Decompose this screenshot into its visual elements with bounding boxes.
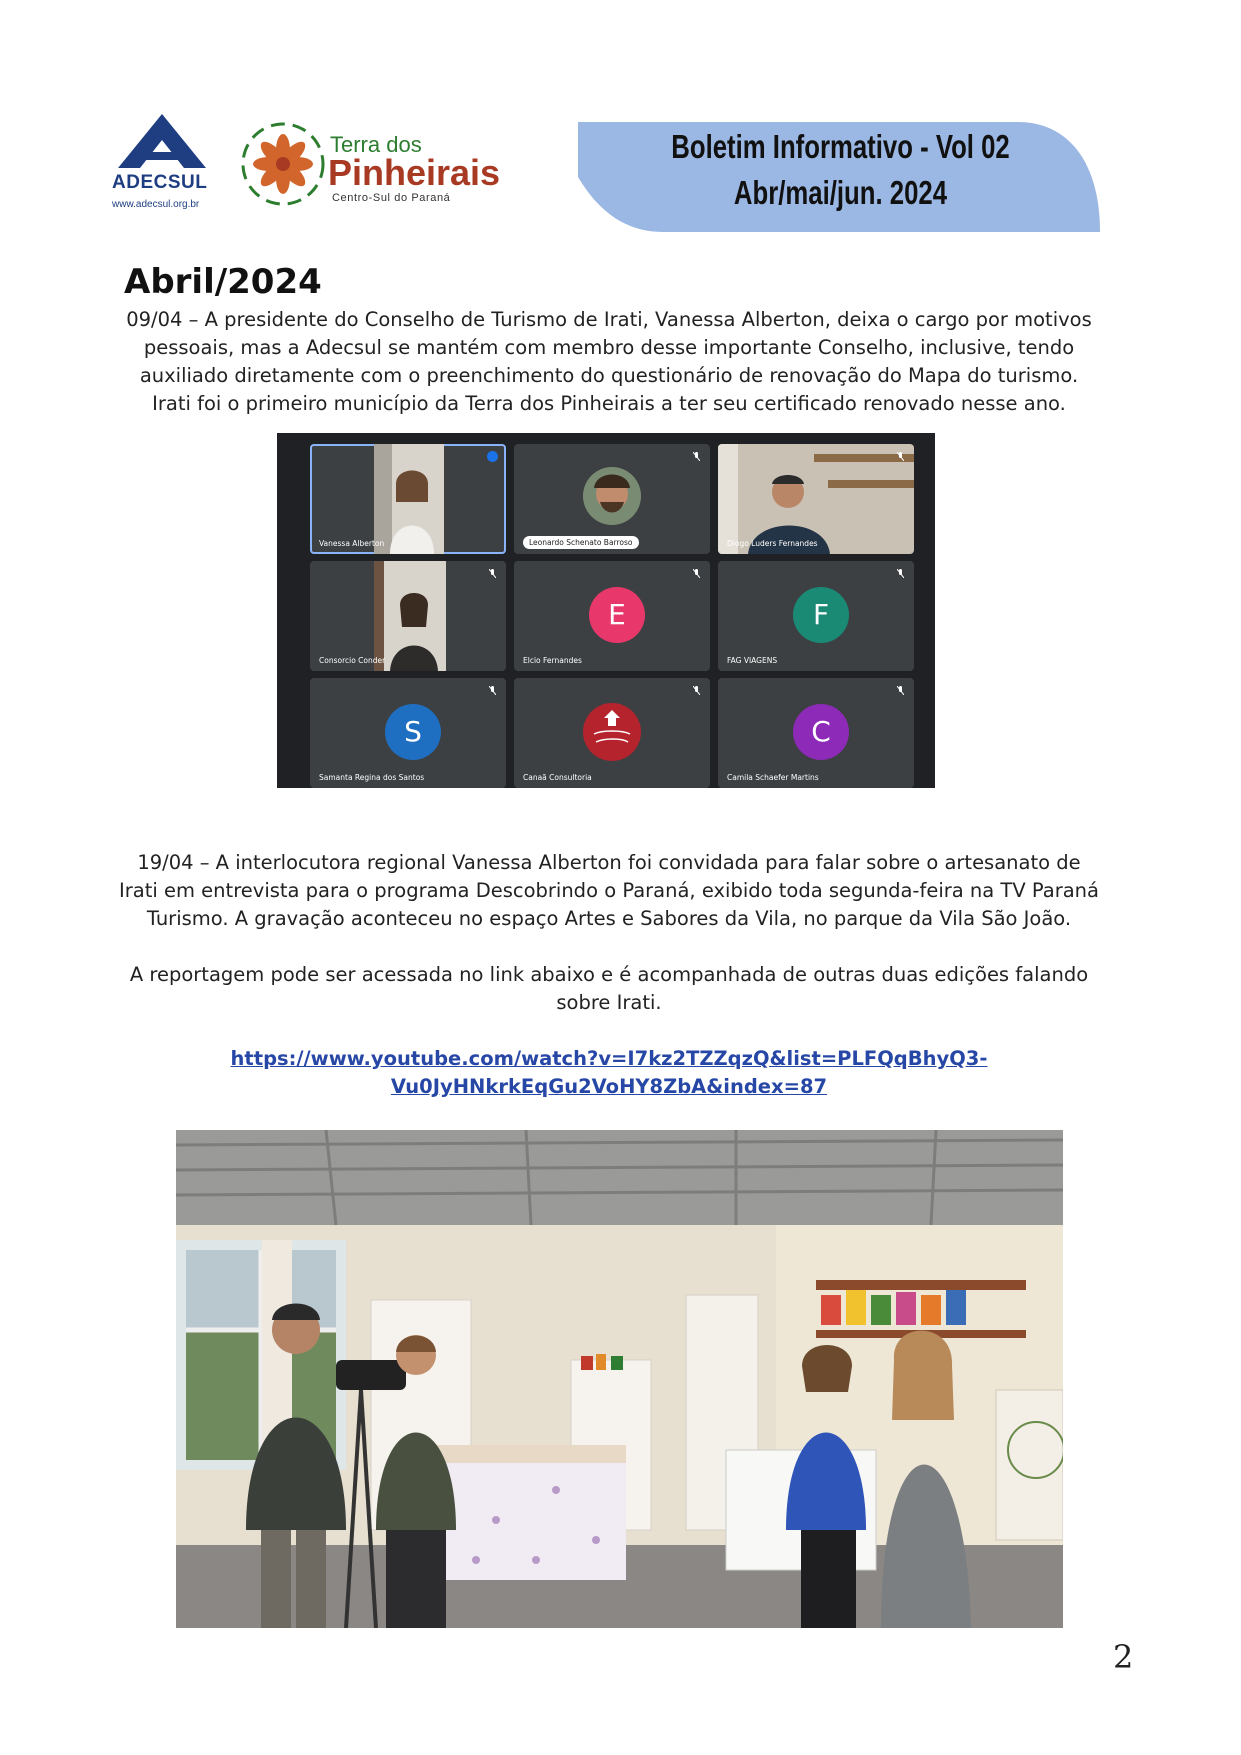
adecsul-url: www.adecsul.org.br <box>112 199 200 210</box>
participant-video <box>310 561 506 671</box>
participant-tile <box>718 678 914 788</box>
text-line: pessoais, mas a Adecsul se mantém com membro desse importante Conselho, inclusive, tendo <box>143 336 1075 359</box>
participant-tile <box>310 561 506 671</box>
speaking-indicator-icon <box>487 451 498 462</box>
paragraph-0904 <box>104 306 1114 418</box>
page-number: 2 <box>1113 1638 1134 1676</box>
text-line: A reportagem pode ser acessada no link abaixo e é acompanhada de outras duas edições falando <box>129 963 1089 986</box>
participant-tile <box>514 678 710 788</box>
banner-title: Boletim Informativo - Vol 02 <box>671 128 1010 165</box>
muted-mic-icon <box>897 569 904 578</box>
participant-tile <box>310 678 506 788</box>
text-line: 09/04 – A presidente do Conselho de Turismo de Irati, Vanessa Alberton, deixa o cargo por motivos <box>126 308 1092 331</box>
text-line: Turismo. A gravação aconteceu no espaço Artes e Sabores da Vila, no parque da Vila São João. <box>146 907 1072 930</box>
text-line: Irati foi o primeiro município da Terra dos Pinheirais a ter seu certificado renovado nesse ano. <box>152 392 1066 415</box>
participant-name: Diogo Luders Fernandes <box>727 539 818 548</box>
participant-avatar: F <box>793 587 849 643</box>
participant-video <box>718 444 914 554</box>
participant-avatar: C <box>793 704 849 760</box>
muted-mic-icon <box>693 452 700 461</box>
terra-line2: Pinheirais <box>328 152 501 193</box>
participant-tile <box>718 561 914 671</box>
interview-scene-image <box>176 1130 1063 1628</box>
adecsul-name: ADECSUL <box>112 172 208 193</box>
banner-period: Abr/mai/jun. 2024 <box>733 174 948 211</box>
bulletin-banner <box>578 122 1103 232</box>
link-line[interactable]: Vu0JyHNkrkEqGu2VoHY8ZbA&index=87 <box>390 1075 828 1098</box>
text-line: 19/04 – A interlocutora regional Vanessa Alberton foi convidada para falar sobre o artesanato de <box>137 851 1081 874</box>
participant-video <box>310 444 506 554</box>
participant-avatar: E <box>589 587 645 643</box>
muted-mic-icon <box>897 686 904 695</box>
terra-line3: Centro-Sul do Paraná <box>332 192 451 204</box>
muted-mic-icon <box>489 686 496 695</box>
muted-mic-icon <box>489 569 496 578</box>
participant-name: Samanta Regina dos Santos <box>319 773 425 782</box>
text-line: Irati em entrevista para o programa Descobrindo o Paraná, exibido toda segunda-feira na TV Paraná <box>119 879 1099 902</box>
link-line[interactable]: https://www.youtube.com/watch?v=I7kz2TZZqzQ&list=PLFQqBhyQ3- <box>230 1047 988 1070</box>
participant-tile <box>514 561 710 671</box>
terra-dos-pinheirais-logo <box>240 116 520 216</box>
participant-name: Vanessa Alberton <box>319 539 385 548</box>
participant-name: Leonardo Schenato Barroso <box>523 536 639 549</box>
participant-avatar: S <box>385 704 441 760</box>
paragraph-1904 <box>104 849 1114 933</box>
muted-mic-icon <box>693 569 700 578</box>
adecsul-logo <box>104 112 222 218</box>
interview-photo <box>176 1130 1063 1628</box>
youtube-link[interactable] <box>104 1045 1114 1101</box>
section-title: Abril/2024 <box>124 262 322 302</box>
participant-tile <box>310 444 506 554</box>
muted-mic-icon <box>693 686 700 695</box>
muted-mic-icon <box>897 452 904 461</box>
participant-name: Elcio Fernandes <box>523 656 582 665</box>
participant-name: Canaã Consultoria <box>523 773 592 782</box>
flower-emblem-icon <box>240 118 326 210</box>
paragraph-reportagem <box>104 961 1114 1017</box>
participant-name: Consorcio Conder <box>319 656 386 665</box>
text-line: auxiliado diretamente com o preenchimento do questionário de renovação do Mapa do turismo. <box>139 364 1079 387</box>
participant-tile <box>514 444 710 554</box>
participant-name: Camila Schaefer Martins <box>727 773 819 782</box>
text-line: sobre Irati. <box>556 991 662 1014</box>
video-call-screenshot <box>277 433 935 788</box>
adecsul-a-icon <box>114 112 210 170</box>
canaa-consultoria-logo-icon <box>514 678 710 788</box>
participant-tile <box>718 444 914 554</box>
participant-name: FAG VIAGENS <box>727 656 778 665</box>
terra-line1: Terra dos <box>330 132 422 157</box>
